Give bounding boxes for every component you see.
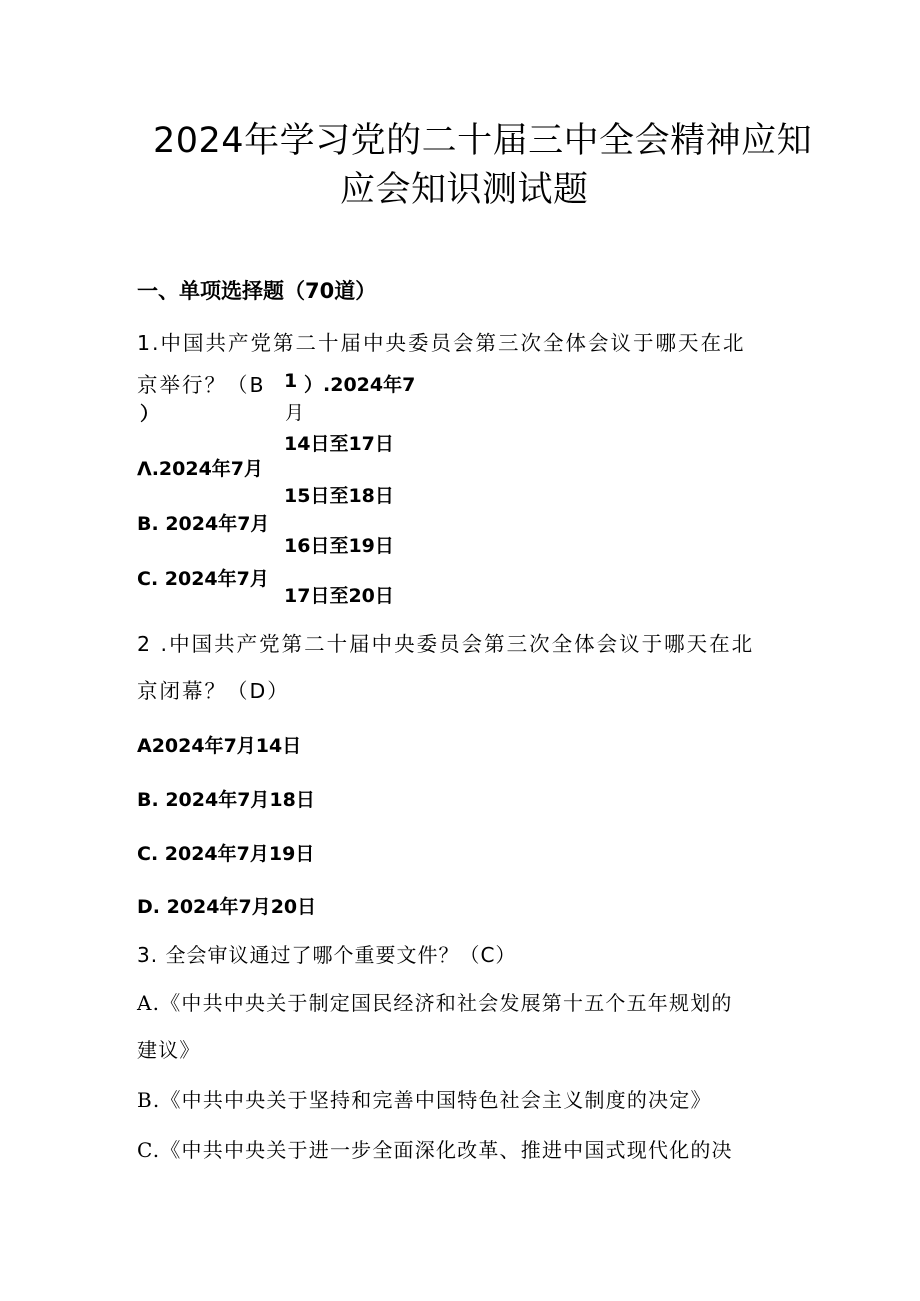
doc-title-line-2: 应会知识测试题 (340, 170, 589, 210)
q2-option-d: D. 2024年7月20日 (137, 896, 317, 918)
q1-date-a: 14日至17日 (284, 433, 394, 455)
q2-option-c: C. 2024年7月19日 (137, 843, 315, 865)
section-heading: 一、单项选择题（70道） (137, 279, 377, 303)
q3-option-a-line-2: 建议》 (137, 1038, 201, 1062)
q1-column-month: 月 (285, 402, 305, 424)
q1-date-b: 15日至18日 (284, 485, 394, 507)
q1-option-b: B. 2024年7月 (137, 513, 270, 535)
q1-date-d: 17日至20日 (284, 585, 394, 607)
q1-paren-close: ） (140, 403, 160, 425)
q1-column-number: 1 (284, 370, 298, 392)
q2-option-b: B. 2024年7月18日 (137, 789, 315, 811)
q3-line-1: 3. 全会审议通过了哪个重要文件？（C） (137, 943, 517, 967)
q2-option-a: A2024年7月14日 (137, 735, 302, 757)
q3-option-a-line-1: A.《中共中央关于制定国民经济和社会发展第十五个五年规划的 (137, 991, 733, 1015)
q1-option-a: Λ.2024年7月 (137, 458, 264, 480)
q1-line-1: 1.中国共产党第二十届中央委员会第三次全体会议于哪天在北 (137, 331, 746, 355)
q2-line-2: 京闭幕？（D） (137, 679, 290, 703)
q1-line-2: 京举行？（B (137, 373, 266, 397)
q3-option-c-line-1: C.《中共中央关于进一步全面深化改革、推进中国式现代化的决 (137, 1138, 733, 1162)
q1-column-prefix: ）.2024年7 (304, 374, 416, 396)
doc-title-line-1: 2024年学习党的二十届三中全会精神应知 (153, 121, 813, 161)
q3-option-b: B.《中共中央关于坚持和完善中国特色社会主义制度的决定》 (137, 1088, 712, 1112)
q2-line-1: 2 .中国共产党第二十届中央委员会第三次全体会议于哪天在北 (137, 632, 755, 656)
q1-option-c: C. 2024年7月 (137, 568, 269, 590)
q1-date-c: 16日至19日 (284, 535, 394, 557)
